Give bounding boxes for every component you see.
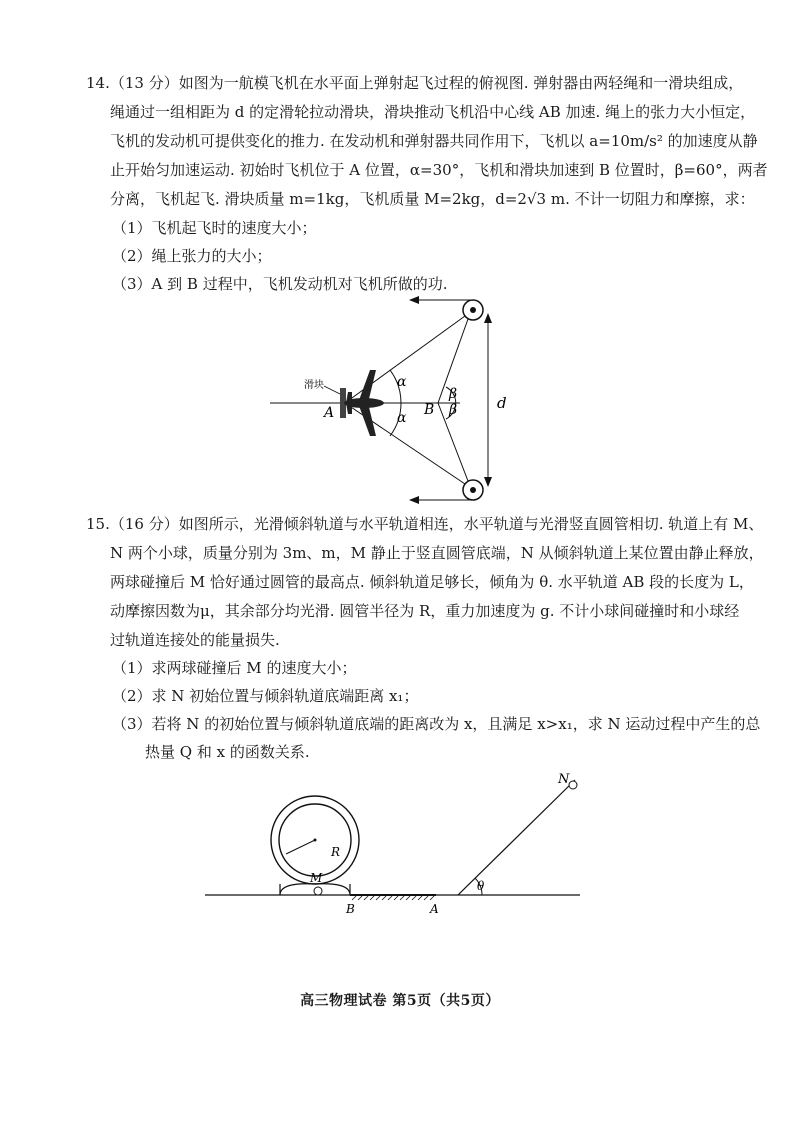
q14-sub-3: （3）A 到 B 过程中，飞机发动机对飞机所做的功. bbox=[112, 275, 448, 293]
q14-line-5: 分离，飞机起飞. 滑块质量 m=1kg，飞机质量 M=2kg，d=2√3 m. 不计一切阻力和摩擦，求： bbox=[110, 190, 755, 208]
q15-figure bbox=[200, 770, 620, 920]
radius-label: R bbox=[331, 845, 341, 859]
q14-sub-2: （2）绳上张力的大小； bbox=[112, 247, 272, 265]
ball-m bbox=[314, 887, 322, 895]
pulley-top bbox=[463, 300, 483, 320]
distance-d-label: d bbox=[497, 394, 507, 412]
alpha-label-top: α bbox=[397, 374, 407, 390]
beta-label-top: β bbox=[449, 386, 458, 402]
ball-n-label: N bbox=[558, 772, 570, 787]
tube-center bbox=[314, 839, 317, 842]
q15-line-2: N 两个小球，质量分别为 3m、m，M 静止于竖直圆管底端，N 从倾斜轨道上某位置由静止释放， bbox=[110, 544, 764, 562]
q14-line-2: 绳通过一组相距为 d 的定滑轮拉动滑块，滑块推动飞机沿中心线 AB 加速. 绳上的张力大小恒定， bbox=[110, 103, 756, 121]
rough-segment-ab bbox=[350, 895, 436, 900]
airplane-icon bbox=[344, 370, 384, 436]
q15-line-1: 15.（16 分）如图所示，光滑倾斜轨道与水平轨道相连，水平轨道与光滑竖直圆管相切. 轨道上有 M、 bbox=[86, 515, 764, 533]
page-footer: 高三物理试卷 第5页（共5页） bbox=[300, 993, 500, 1009]
q15-line-4: 动摩擦因数为μ，其余部分均光滑. 圆管半径为 R，重力加速度为 g. 不计小球间碰撞时和小球经 bbox=[110, 602, 740, 620]
slider-pointer bbox=[324, 386, 340, 394]
q14-line-3: 飞机的发动机可提供变化的推力. 在发动机和弹射器共同作用下，飞机以 a=10m/s² 的加速度从静 bbox=[110, 132, 758, 150]
radius-line bbox=[286, 840, 315, 854]
alpha-label-bottom: α bbox=[397, 410, 407, 426]
q14-figure bbox=[260, 290, 520, 510]
q15-line-5: 过轨道连接处的能量损失. bbox=[110, 631, 280, 649]
q15-line-3: 两球碰撞后 M 恰好通过圆管的最高点. 倾斜轨道足够长，倾角为 θ. 水平轨道 AB 段的长度为 L， bbox=[110, 573, 754, 591]
point-b-label: B bbox=[424, 402, 435, 418]
pulley-bottom bbox=[463, 480, 483, 500]
q15-sub-2: （2）求 N 初始位置与倾斜轨道底端距离 x₁； bbox=[112, 687, 419, 705]
q15-sub-3-cont: 热量 Q 和 x 的函数关系. bbox=[145, 743, 310, 761]
q14-line-4: 止开始匀加速运动. 初始时飞机位于 A 位置，α=30°，飞机和滑块加速到 B 位置时，β=60°，两者 bbox=[110, 161, 768, 179]
point-a-label: A bbox=[324, 405, 335, 421]
incline-track bbox=[458, 780, 575, 895]
ball-m-label: M bbox=[310, 871, 323, 885]
q14-sub-1: （1）飞机起飞时的速度大小； bbox=[112, 219, 317, 237]
slider-label: 滑块 bbox=[304, 380, 324, 391]
q14-line-1: 14.（13 分）如图为一航模飞机在水平面上弹射起飞过程的俯视图. 弹射器由两轻绳和一滑块组成， bbox=[86, 74, 744, 92]
theta-label: θ bbox=[477, 879, 485, 893]
ball-n bbox=[569, 781, 577, 789]
point-a-label: A bbox=[430, 902, 439, 916]
q15-sub-1: （1）求两球碰撞后 M 的速度大小； bbox=[112, 659, 357, 677]
point-b-label: B bbox=[346, 902, 355, 916]
beta-label-bottom: β bbox=[449, 402, 458, 418]
q15-sub-3: （3）若将 N 的初始位置与倾斜轨道底端的距离改为 x，且满足 x>x₁，求 N 运动过程中产生的总 bbox=[112, 715, 761, 733]
